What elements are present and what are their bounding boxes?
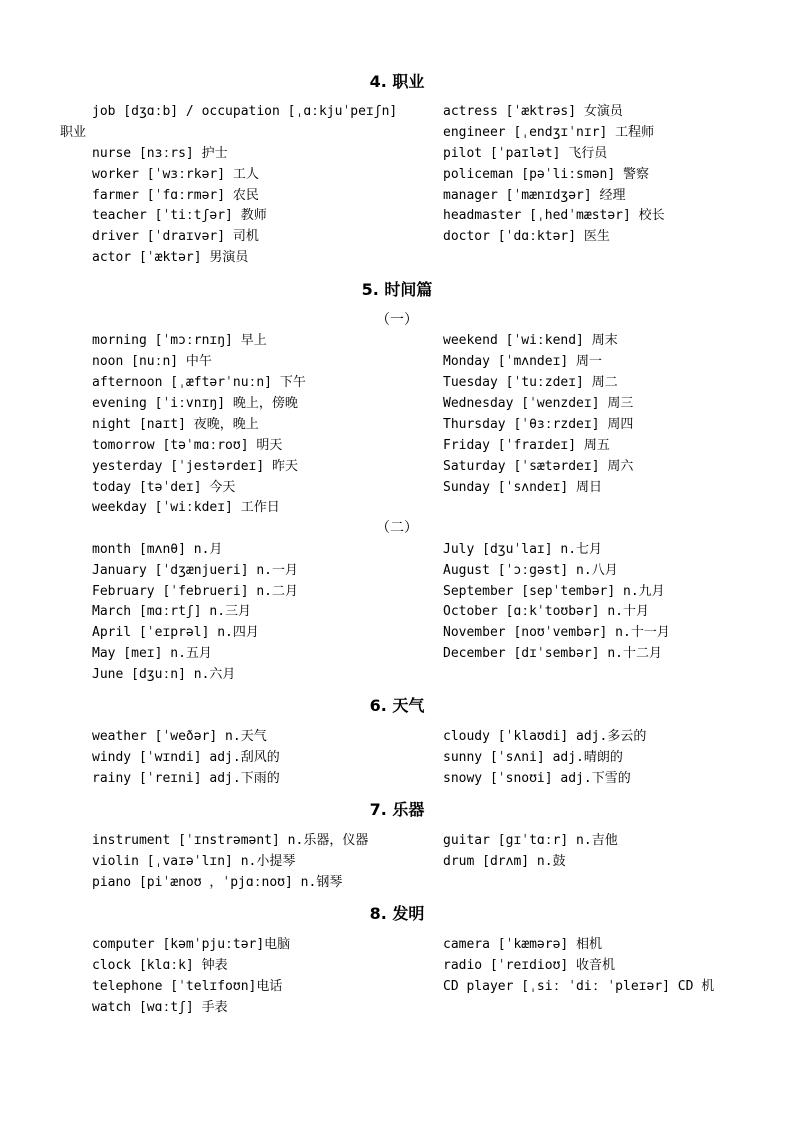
entry-march: March [mɑːrtʃ] n.三月 (92, 604, 252, 619)
entry-piano: piano [piˈænoʊ ，ˈpjɑːnoʊ] n.钢琴 (92, 875, 343, 890)
entry-cloudy: cloudy [ˈklaʊdi] adj.多云的 (443, 729, 647, 744)
entry-april: April [ˈeɪprəl] n.四月 (92, 625, 259, 640)
entry-sunday: Sunday [ˈsʌndeɪ] 周日 (443, 480, 603, 495)
entry-tomorrow: tomorrow [təˈmɑːroʊ] 明天 (92, 438, 283, 453)
entry-morning: morning [ˈmɔːrnɪŋ] 早上 (92, 333, 267, 348)
entry-actress: actress [ˈæktrəs] 女演员 (443, 104, 623, 119)
entry-september: September [sepˈtembər] n.九月 (443, 584, 665, 599)
entry-sunny: sunny [ˈsʌni] adj.晴朗的 (443, 750, 623, 765)
section-title-weather: 6. 天气 (369, 696, 425, 715)
entry-yesterday: yesterday [ˈjestərdeɪ] 昨天 (92, 459, 299, 474)
subsection-two: （二） (376, 520, 418, 536)
entry-weekday: weekday [ˈwiːkdeɪ] 工作日 (92, 500, 280, 515)
entry-weekend: weekend [ˈwiːkend] 周末 (443, 333, 618, 348)
section-title-instruments: 7. 乐器 (369, 800, 425, 819)
entry-headmaster: headmaster [ˌhedˈmæstər] 校长 (443, 208, 665, 223)
entry-january: January [ˈdʒænjueri] n.一月 (92, 563, 299, 578)
entry-guitar: guitar [gɪˈtɑːr] n.吉他 (443, 833, 618, 848)
entry-february: February [ˈfebrueri] n.二月 (92, 584, 299, 599)
entry-wednesday: Wednesday [ˈwenzdeɪ] 周三 (443, 396, 634, 411)
entry-december: December [dɪˈsembər] n.十二月 (443, 646, 663, 661)
entry-nurse: nurse [nɜːrs] 护士 (92, 146, 228, 161)
entry-teacher: teacher [ˈtiːtʃər] 教师 (92, 208, 267, 223)
entry-july: July [dʒuˈlaɪ] n.七月 (443, 542, 603, 557)
entry-june: June [dʒuːn] n.六月 (92, 667, 236, 682)
entry-watch: watch [wɑːtʃ] 手表 (92, 1000, 228, 1015)
entry-noon: noon [nuːn] 中午 (92, 354, 212, 369)
section-title-occupations: 4. 职业 (369, 72, 425, 91)
entry-rainy: rainy [ˈreɪni] adj.下雨的 (92, 771, 280, 786)
entry-actor: actor [ˈæktər] 男演员 (92, 250, 249, 265)
entry-job: job [dʒɑːb] / occupation [ˌɑːkjuˈpeɪʃn] (92, 104, 398, 119)
entry-weather: weather [ˈweðər] n.天气 (92, 729, 267, 744)
entry-snowy: snowy [ˈsnoʊi] adj.下雪的 (443, 771, 631, 786)
entry-saturday: Saturday [ˈsætərdeɪ] 周六 (443, 459, 634, 474)
entry-friday: Friday [ˈfraɪdeɪ] 周五 (443, 438, 610, 453)
entry-engineer: engineer [ˌendʒɪˈnɪr] 工程师 (443, 125, 655, 140)
entry-october: October [ɑːkˈtoʊbər] n.十月 (443, 604, 650, 619)
entry-computer: computer [kəmˈpjuːtər]电脑 (92, 937, 291, 952)
entry-afternoon: afternoon [ˌæftərˈnuːn] 下午 (92, 375, 306, 390)
entry-tuesday: Tuesday [ˈtuːzdeɪ] 周二 (443, 375, 618, 390)
section-title-time: 5. 时间篇 (361, 280, 433, 299)
entry-farmer: farmer [ˈfɑːrmər] 农民 (92, 188, 259, 203)
entry-driver: driver [ˈdraɪvər] 司机 (92, 229, 259, 244)
entry-manager: manager [ˈmænɪdʒər] 经理 (443, 188, 626, 203)
entry-violin: violin [ˌvaɪəˈlɪn] n.小提琴 (92, 854, 296, 869)
entry-windy: windy [ˈwɪndi] adj.刮风的 (92, 750, 280, 765)
entry-today: today [təˈdeɪ] 今天 (92, 480, 236, 495)
entry-camera: camera [ˈkæmərə] 相机 (443, 937, 603, 952)
entry-doctor: doctor [ˈdɑːktər] 医生 (443, 229, 610, 244)
entry-policeman: policeman [pəˈliːsmən] 警察 (443, 167, 650, 182)
entry-may: May [meɪ] n.五月 (92, 646, 212, 661)
entry-night: night [naɪt] 夜晚，晚上 (92, 417, 259, 432)
entry-evening: evening [ˈiːvnɪŋ] 晚上，傍晚 (92, 396, 298, 411)
entry-drum: drum [drʌm] n.鼓 (443, 854, 566, 869)
entry-pilot: pilot [ˈpaɪlət] 飞行员 (443, 146, 608, 161)
entry-cd-player: CD player [ˌsiː ˈdiː ˈpleɪər] CD 机 (443, 979, 715, 994)
entry-worker: worker [ˈwɜːrkər] 工人 (92, 167, 259, 182)
entry-monday: Monday [ˈmʌndeɪ] 周一 (443, 354, 603, 369)
entry-thursday: Thursday [ˈθɜːrzdeɪ] 周四 (443, 417, 634, 432)
entry-month: month [mʌnθ] n.月 (92, 542, 223, 557)
entry-clock: clock [klɑːk] 钟表 (92, 958, 228, 973)
section-title-inventions: 8. 发明 (369, 904, 425, 923)
entry-job-wrap: 职业 (60, 125, 87, 140)
entry-august: August [ˈɔːgəst] n.八月 (443, 563, 618, 578)
entry-telephone: telephone [ˈtelɪfoʊn]电话 (92, 979, 283, 994)
entry-radio: radio [ˈreɪdioʊ] 收音机 (443, 958, 616, 973)
entry-instrument: instrument [ˈɪnstrəmənt] n.乐器，仪器 (92, 833, 369, 848)
subsection-one: （一） (376, 312, 418, 328)
entry-november: November [noʊˈvembər] n.十一月 (443, 625, 670, 640)
